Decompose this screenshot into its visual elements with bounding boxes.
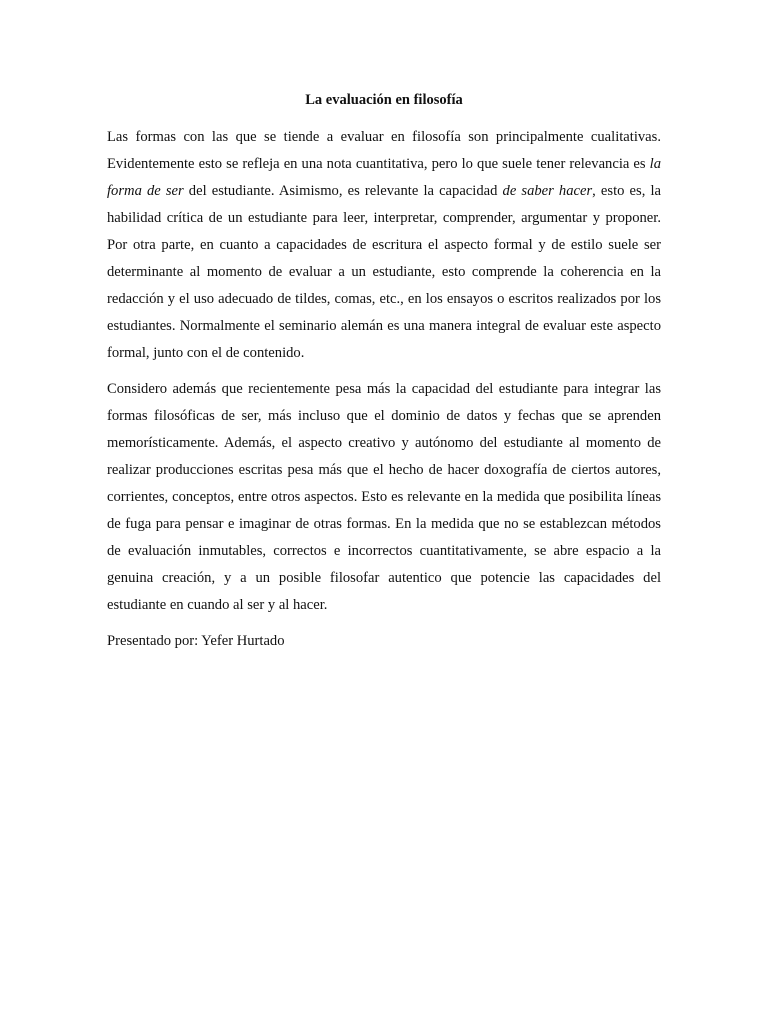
signature: Presentado por: Yefer Hurtado	[107, 633, 285, 649]
document-page	[107, 90, 661, 655]
paragraph-1	[107, 124, 661, 367]
paragraph-1-text-b: del estudiante. Asimismo, es relevante la capacidad	[183, 183, 503, 199]
paragraph-1-italic-a: la forma de ser	[107, 156, 661, 199]
paragraph-1-text-a: Las formas con las que se tiende a evaluar en filosofía son principalmente cualitativas. Evidentemente esto se refleja en una nota cuantitativa, pero lo que suele tener relevancia es	[107, 129, 661, 172]
paragraph-1-text-c: , esto es, la habilidad crítica de un estudiante para leer, interpretar, comprender, argumentar y proponer. Por otra parte, en cuanto a capacidades de escritura el aspecto formal y de estilo suele ser determinante al momento de evaluar a un estudiante, esto comprende la coherencia en la redacción y el uso adecuado de tildes, comas, etc., en los ensayos o escritos realizados por los estudiantes. Normalmente el seminario alemán es una manera integral de evaluar este aspecto formal, junto con el de contenido.	[107, 183, 661, 361]
document-title: La evaluación en filosofía	[305, 92, 463, 108]
paragraph-2: Considero además que recientemente pesa más la capacidad del estudiante para integrar las formas filosóficas de ser, más incluso que el dominio de datos y fechas que se aprenden memorísticamente. Además, el aspecto creativo y autónomo del estudiante al momento de realizar producciones escritas pesa más que el hecho de hacer doxografía de ciertos autores, corrientes, conceptos, entre otros aspectos. Esto es relevante en la medida que posibilita líneas de fuga para pensar e imaginar de otras formas. En la medida que no se establezcan métodos de evaluación inmutables, correctos e incorrectos cuantitativamente, se abre espacio a la genuina creación, y a un posible filosofar autentico que potencie las capacidades del estudiante en cuando al ser y al hacer.	[107, 381, 661, 613]
paragraph-1-italic-b: de saber hacer	[502, 183, 593, 199]
